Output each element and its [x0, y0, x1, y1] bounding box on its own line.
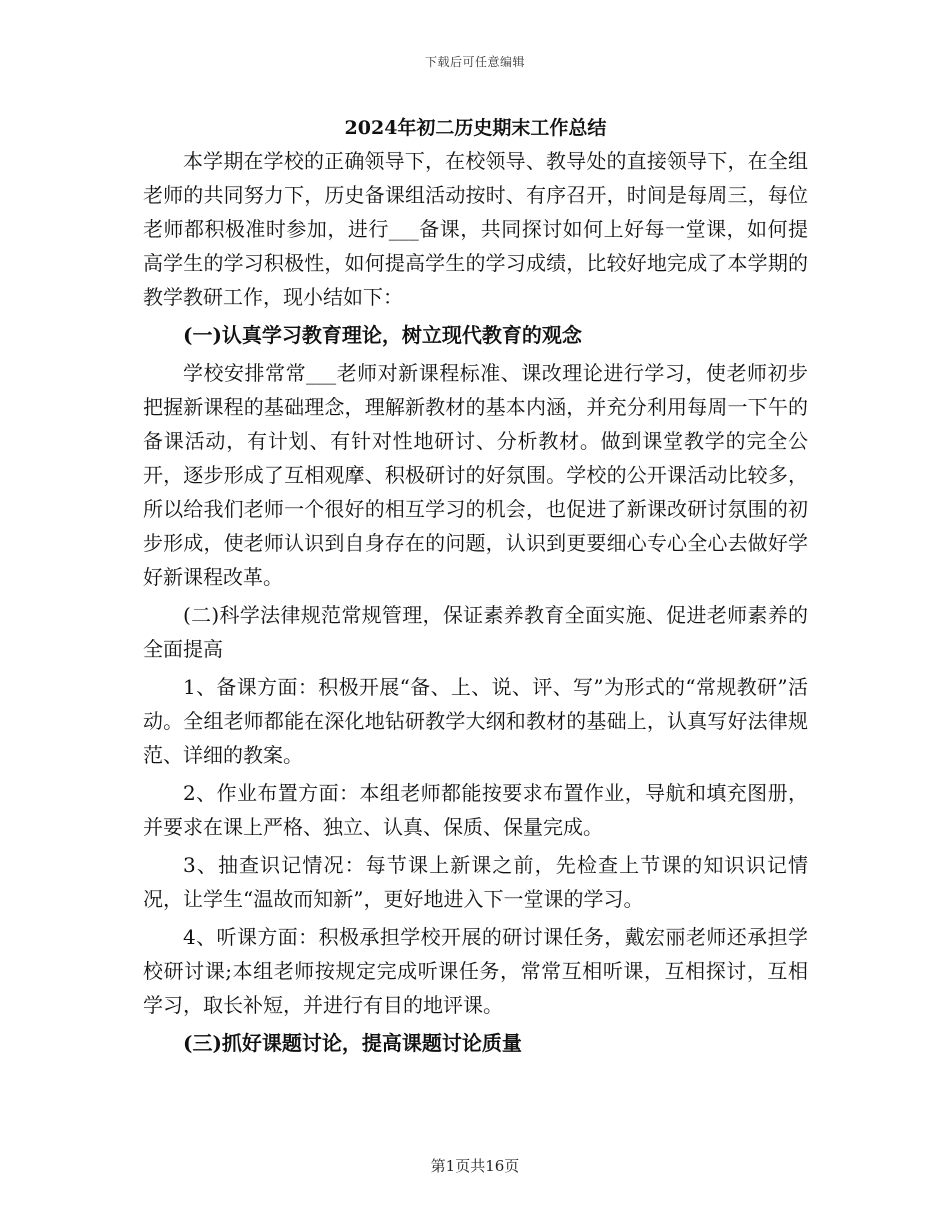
- intro-paragraph: 本学期在学校的正确领导下，在校领导、教导处的直接领导下，在全组老师的共同努力下，历史备课组活动按时、有序召开，时间是每周三，每位老师都积极准时参加，进行___备课，共同探讨如何上好每一堂课，如何提高学生的学习积极性，如何提高学生的学习成绩，比较好地完成了本学期的教学教研工作，现小结如下：: [143, 149, 808, 309]
- section-heading-1: (一)认真学习教育理论，树立现代教育的观念: [183, 323, 582, 347]
- item-2-paragraph: 2、作业布置方面：本组老师都能按要求布置作业，导航和填充图册，并要求在课上严格、独立、认真、保质、保量完成。: [143, 781, 808, 839]
- item-3-paragraph: 3、抽查识记情况：每节课上新课之前，先检查上节课的知识识记情况，让学生“温故而知新”，更好地进入下一堂课的学习。: [143, 853, 808, 911]
- header-note: 下载后可任意编辑: [424, 55, 525, 69]
- item-1-paragraph: 1、备课方面：积极开展“备、上、说、评、写”为形式的“常规教研”活动。全组老师都能在深化地钻研教学大纲和教材的基础上，认真写好法律规范、详细的教案。: [143, 675, 808, 767]
- document-body: [143, 112, 808, 1060]
- section-heading-2: (二)科学法律规范常规管理，保证素养教育全面实施、促进老师素养的全面提高: [143, 603, 808, 661]
- item-4-paragraph: 4、听课方面：积极承担学校开展的研讨课任务，戴宏丽老师还承担学校研讨课;本组老师按规定完成听课任务，常常互相听课，互相探讨，互相学习，取长补短，并进行有目的地评课。: [143, 925, 808, 1017]
- page-number: 第1页共16页: [430, 1157, 520, 1175]
- section-1-paragraph: 学校安排常常___老师对新课程标准、课改理论进行学习，使老师初步把握新课程的基础理念，理解新教材的基本内涵，并充分利用每周一下午的备课活动，有计划、有针对性地研讨、分析教材。做到课堂教学的完全公开，逐步形成了互相观摩、积极研讨的好氛围。学校的公开课活动比较多，所以给我们老师一个很好的相互学习的机会，也促进了新课改研讨氛围的初步形成，使老师认识到自身存在的问题，认识到更要细心专心全心去做好学好新课程改革。: [143, 361, 808, 589]
- section-heading-3: (三)抓好课题讨论，提高课题讨论质量: [183, 1031, 522, 1055]
- document-title: 2024年初二历史期末工作总结: [344, 117, 607, 139]
